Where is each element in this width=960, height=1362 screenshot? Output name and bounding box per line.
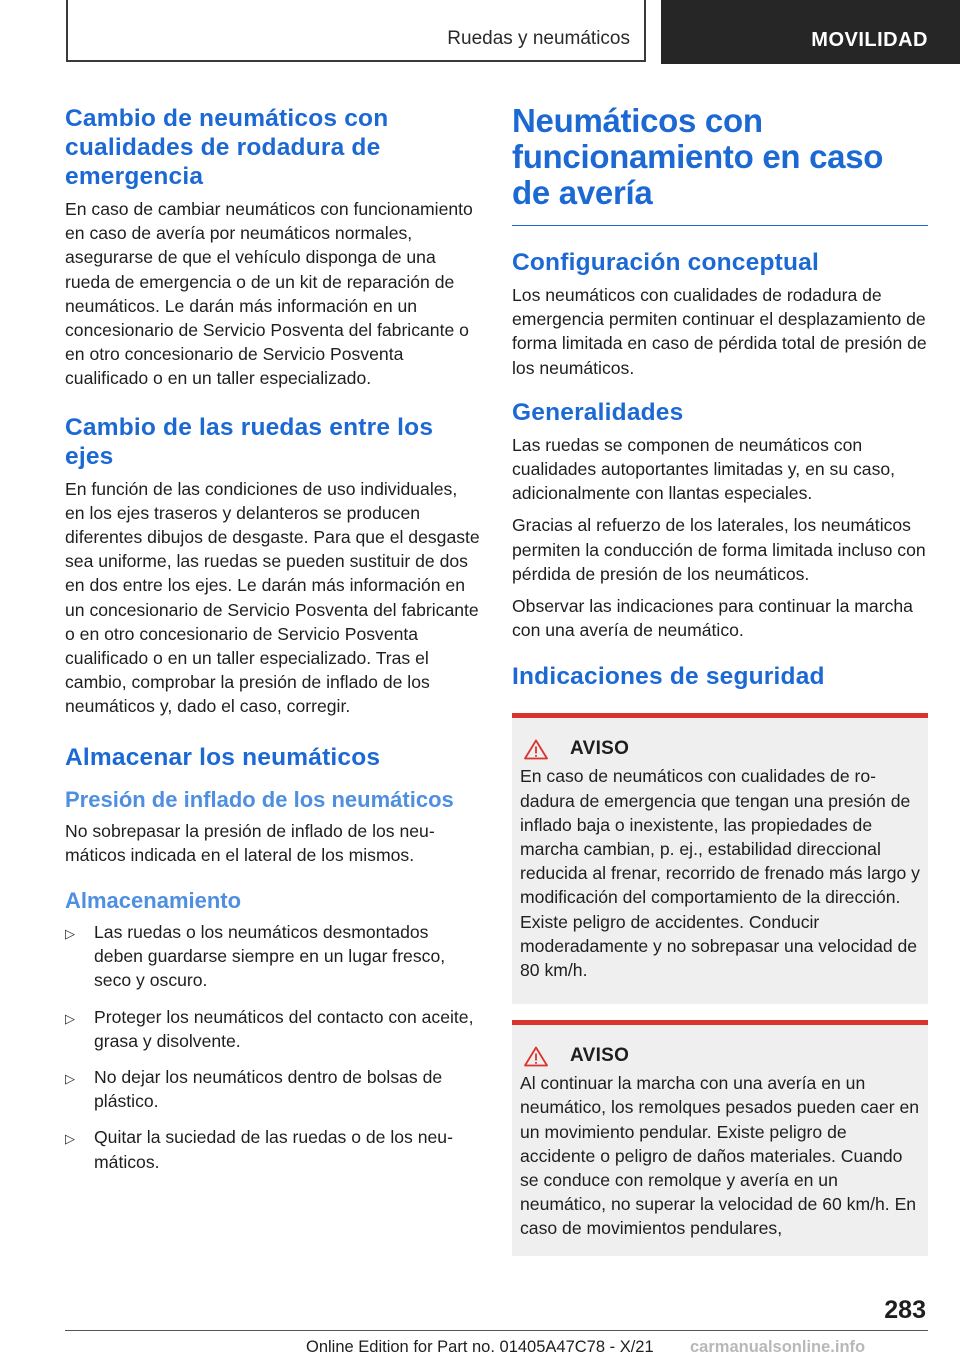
warning-triangle-icon xyxy=(524,739,548,760)
footer-edition: Online Edition for Part no. 01405A47C78 - X/21 xyxy=(306,1338,654,1356)
heading-wheel-rotation: Cambio de las ruedas entre los ejes xyxy=(65,413,434,470)
triangle-right-icon: ▷ xyxy=(65,926,75,942)
list-item xyxy=(65,1125,480,1173)
list-item xyxy=(65,1065,480,1113)
paragraph-general-1: Las ruedas se componen de neumáticos con cualidades autoportantes limitadas y, en su caso, adicionalmente con llantas especiales. xyxy=(512,434,896,504)
warning-triangle-icon xyxy=(524,1046,548,1067)
storage-bullet-list xyxy=(65,920,480,1174)
paragraph-general-3: Observar las indicaciones para continuar la marcha con una avería de neumático. xyxy=(512,596,913,641)
triangle-right-icon: ▷ xyxy=(65,1131,75,1147)
heading-storing: Almacenamiento xyxy=(65,888,242,914)
paragraph-general-2: Gracias al refuerzo de los laterales, los neumáticos permiten la conducción de forma limitada incluso con pérdida de presión de los neumáticos. xyxy=(512,515,926,584)
heading-emergency-tires: Cambio de neumáticos con cualidades de rodadura de emergencia xyxy=(65,105,389,190)
warning-label: AVISO xyxy=(570,738,630,760)
list-item-text: Quitar la suciedad de las ruedas o de los neumáticos. xyxy=(94,1127,453,1172)
paragraph-emergency-tires: En caso de cambiar neumáticos con funcionamiento en caso de avería por neumáticos normales, asegurarse de que el vehículo disponga de una rueda de emergencia o de un kit de reparación de neumáticos. Le darán más información en un concesionario de Servicio Posventa del fabricante o en otro concesionario de Servicio Posventa cualificado o en un taller especializado. xyxy=(65,199,473,389)
triangle-right-icon: ▷ xyxy=(65,1071,75,1087)
heading-concept: Configuración conceptual xyxy=(512,249,819,276)
footer-divider xyxy=(65,1330,928,1331)
paragraph-concept: Los neumáticos con cualidades de rodadura de emergencia permiten continuar el desplazamiento de forma limitada en caso de pérdida total de presión de los neumáticos. xyxy=(512,285,927,378)
heading-inflation-pressure: Presión de inflado de los neumáticos xyxy=(65,786,454,812)
warning-text: En caso de neumáticos con cualidades de rodadura de emergencia que tengan una presión de inflado baja o inexistente, las propiedades de marcha cambian, p. ej., estabilidad direccional reducida al frenar, recorrido de frenado más largo y modificación del comportamiento de la dirección. Existe peligro de accidentes. Conducir moderadamente y no sobrepasar una velocidad de 80 km/h. xyxy=(520,766,920,981)
paragraph-wheel-rotation: En función de las condiciones de uso individuales, en los ejes traseros y delanteros se producen diferentes dibujos de desgaste. Para que el desgaste sea uniforme, las ruedas se pueden sustituir de dos en dos entre los ejes. Le darán más información en un concesionario de Servicio Posventa del fabricante o en otro concesionario de Servicio Posventa cualificado o en un taller especializado. Tras el cambio, comprobar la presión de inflado de los neumáticos y, dado el caso, corregir. xyxy=(65,478,480,717)
main-title: Neumáticos con funcionamiento en caso de avería xyxy=(512,102,884,211)
watermark: carmanualsonline.info xyxy=(690,1338,866,1356)
list-item xyxy=(65,1005,480,1053)
header-chapter-tab: MOVILIDAD xyxy=(661,0,960,64)
heading-tire-storage: Almacenar los neumáticos xyxy=(65,743,381,771)
paragraph-inflation-pressure: No sobrepasar la presión de inflado de los neumáticos indicada en el lateral de los mismos. xyxy=(65,820,435,865)
list-item-text: No dejar los neumáticos dentro de bolsas de plástico. xyxy=(94,1067,443,1112)
warning-box xyxy=(512,1020,928,1256)
title-divider xyxy=(512,225,928,226)
list-item xyxy=(65,920,480,993)
left-column xyxy=(65,100,480,1186)
page-header xyxy=(0,0,960,66)
list-item-text: Las ruedas o los neumáticos desmontados deben guardarse siempre en un lugar fresco, seco y oscuro. xyxy=(94,922,446,991)
warning-label: AVISO xyxy=(570,1045,630,1067)
heading-safety: Indicaciones de seguridad xyxy=(512,663,825,691)
header-section-title: Ruedas y neumáticos xyxy=(447,28,630,49)
warning-box xyxy=(512,713,928,1004)
warning-header xyxy=(520,738,920,760)
page-number: 283 xyxy=(884,1296,926,1324)
warning-text: Al continuar la marcha con una avería en un neumático, los remolques pesados pueden caer en un movimiento pendular. Existe peligro de accidente o peligro de daños materiales. Cuando se conduce con remolque y avería en un neumático, no superar la velocidad de 60 km/h. En caso de movimientos pendulares, xyxy=(520,1073,920,1239)
list-item-text: Proteger los neumáticos del contacto con aceite, grasa y disolvente. xyxy=(94,1006,474,1051)
triangle-right-icon: ▷ xyxy=(65,1010,75,1026)
warning-header xyxy=(520,1045,920,1067)
heading-general: Generalidades xyxy=(512,398,684,426)
header-section-box xyxy=(66,0,646,62)
right-column xyxy=(512,100,928,1256)
